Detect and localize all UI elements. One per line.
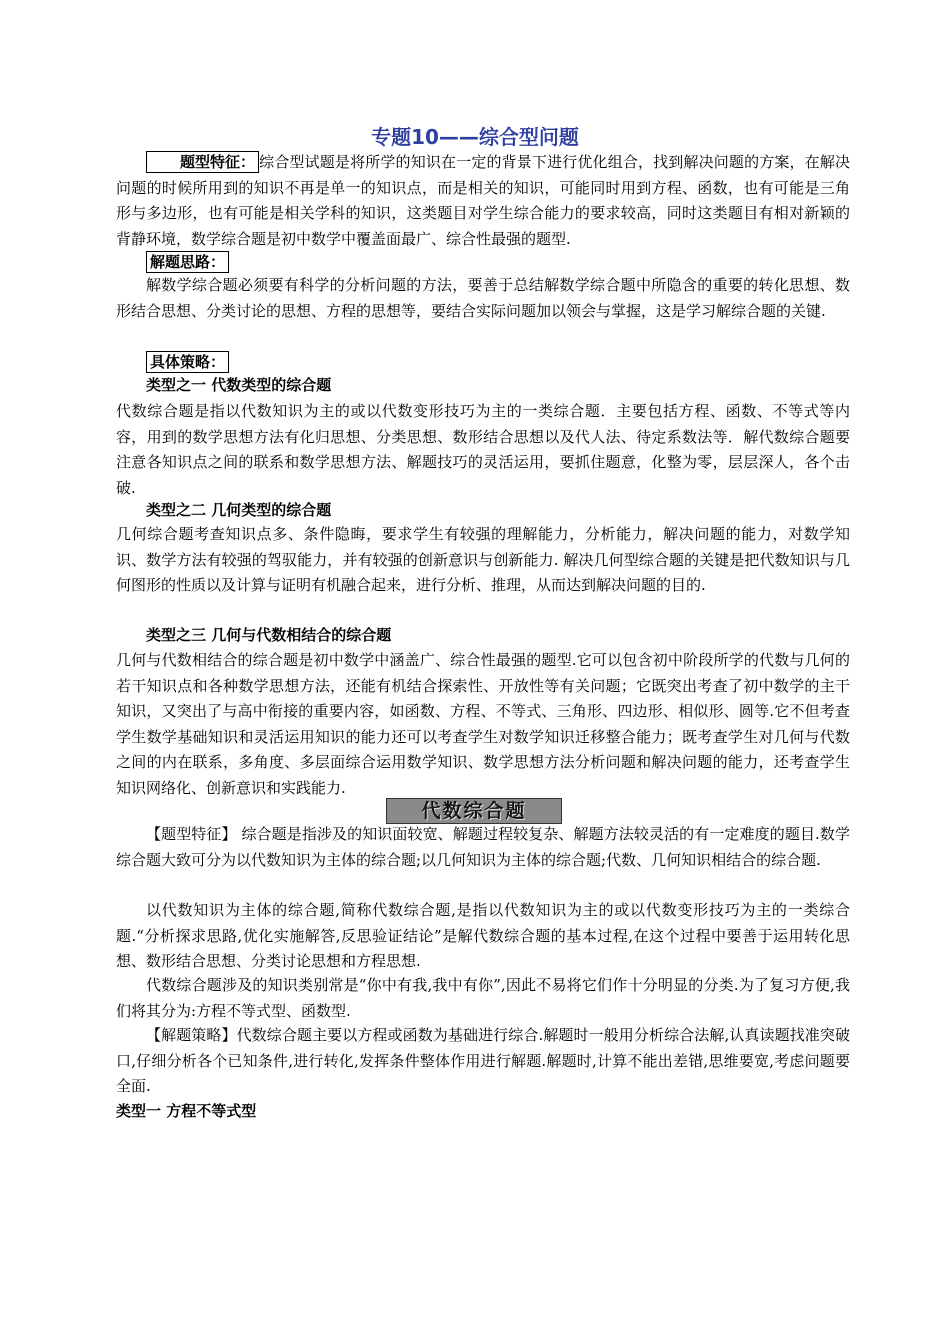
features-paragraph — [116, 150, 850, 252]
approach-text: 解数学综合题必须要有科学的分析问题的方法，要善于总结解数学综合题中所隐含的重要的转化思想、数形结合思想、分类讨论的思想、方程的思想等，要结合实际问题加以领会与掌握，这是学习解综合题的关键. — [116, 276, 850, 320]
section2-paragraph-2: 以代数知识为主体的综合题,简称代数综合题,是指以代数知识为主的或以代数变形技巧为主的一类综合题.“分析探求思路,优化实施解答,反思验证结论”是解代数综合题的基本过程,在这个过程中要善于运用转化思想、数形结合思想、分类讨论思想和方程思想. — [116, 901, 850, 971]
section2-features-text: 综合题是指涉及的知识面较宽、解题过程较复杂、解题方法较灵活的有一定难度的题目.数学综合题大致可分为以代数知识为主体的综合题;以几何知识为主体的综合题;代数、几何知识相结合的综合题. — [116, 825, 850, 869]
type3-heading: 类型之三 几何与代数相结合的综合题 — [146, 626, 392, 644]
approach-label-row — [146, 250, 880, 276]
section2-paragraph-3: 代数综合题涉及的知识类别常是“你中有我,我中有你”,因此不易将它们作十分明显的分类.为了复习方便,我们将其分为:方程不等式型、函数型. — [116, 976, 850, 1020]
page-title: 专题10——综合型问题 — [371, 125, 579, 149]
type2-text: 几何综合题考查知识点多、条件隐晦，要求学生有较强的理解能力，分析能力，解决问题的能力，对数学知识、数学方法有较强的驾驭能力，并有较强的创新意识与创新能力. 解决几何型综合题的关键是把代数知识与几何图形的性质以及计算与证明有机融合起来，进行分析、推理，从而达到解决问题的目的. — [116, 525, 850, 595]
type-one-heading: 类型一 方程不等式型 — [116, 1102, 257, 1120]
approach-label: 解题思路： — [146, 251, 229, 273]
type3-text: 几何与代数相结合的综合题是初中数学中涵盖广、综合性最强的题型.它可以包含初中阶段所学的代数与几何的若干知识点和各种数学思想方法，还能有机结合探索性、开放性等有关问题；它既突出考查了初中数学的主干知识，又突出了与高中衔接的重要内容，如函数、方程、不等式、三角形、四边形、相似形、圆等.它不但考查学生数学基础知识和灵活运用知识的能力还可以考查学生对数学知识迁移整合能力；既考查学生对几何与代数之间的内在联系，多角度、多层面综合运用数学知识、数学思想方法分析问题和解决问题的能力，还考查学生知识网络化、创新意识和实践能力. — [116, 651, 850, 797]
strategy-label: 具体策略： — [146, 351, 229, 373]
section2-features-paragraph — [116, 822, 850, 873]
section2-strategy-text: 代数综合题主要以方程或函数为基础进行综合.解题时一般用分析综合法解,认真读题找准突破口,仔细分析各个已知条件,进行转化,发挥条件整体作用进行解题.解题时,计算不能出差错,思维要宽,考虑问题要全面. — [116, 1026, 850, 1096]
type1-heading: 类型之一 代数类型的综合题 — [146, 376, 332, 394]
strategy-label-row — [146, 350, 880, 376]
features-text: 综合型试题是将所学的知识在一定的背景下进行优化组合，找到解决问题的方案，在解决问题的时候所用到的知识不再是单一的知识点，而是相关的知识，可能同时用到方程、函数，也有可能是三角形与多边形，也有可能是相关学科的知识，这类题目对学生综合能力的要求较高，同时这类题目有相对新颖的背静环境，数学综合题是初中数学中覆盖面最广、综合性最强的题型. — [116, 153, 850, 248]
type1-text: 代数综合题是指以代数知识为主的或以代数变形技巧为主的一类综合题．主要包括方程、函数、不等式等内容，用到的数学思想方法有化归思想、分类思想、数形结合思想以及代人法、待定系数法等．解代数综合题要注意各知识点之间的联系和数学思想方法、解题技巧的灵活运用，要抓住题意，化整为零，层层深人，各个击破. — [116, 402, 850, 497]
section2-strategy-paragraph — [116, 1023, 850, 1100]
algebra-banner: 代数综合题 — [386, 798, 562, 824]
type2-heading: 类型之二 几何类型的综合题 — [146, 501, 332, 519]
section2-features-label: 【题型特征】 — [146, 825, 237, 843]
section2-strategy-label: 【解题策略】 — [146, 1026, 237, 1044]
features-label: 题型特征： — [146, 151, 259, 173]
